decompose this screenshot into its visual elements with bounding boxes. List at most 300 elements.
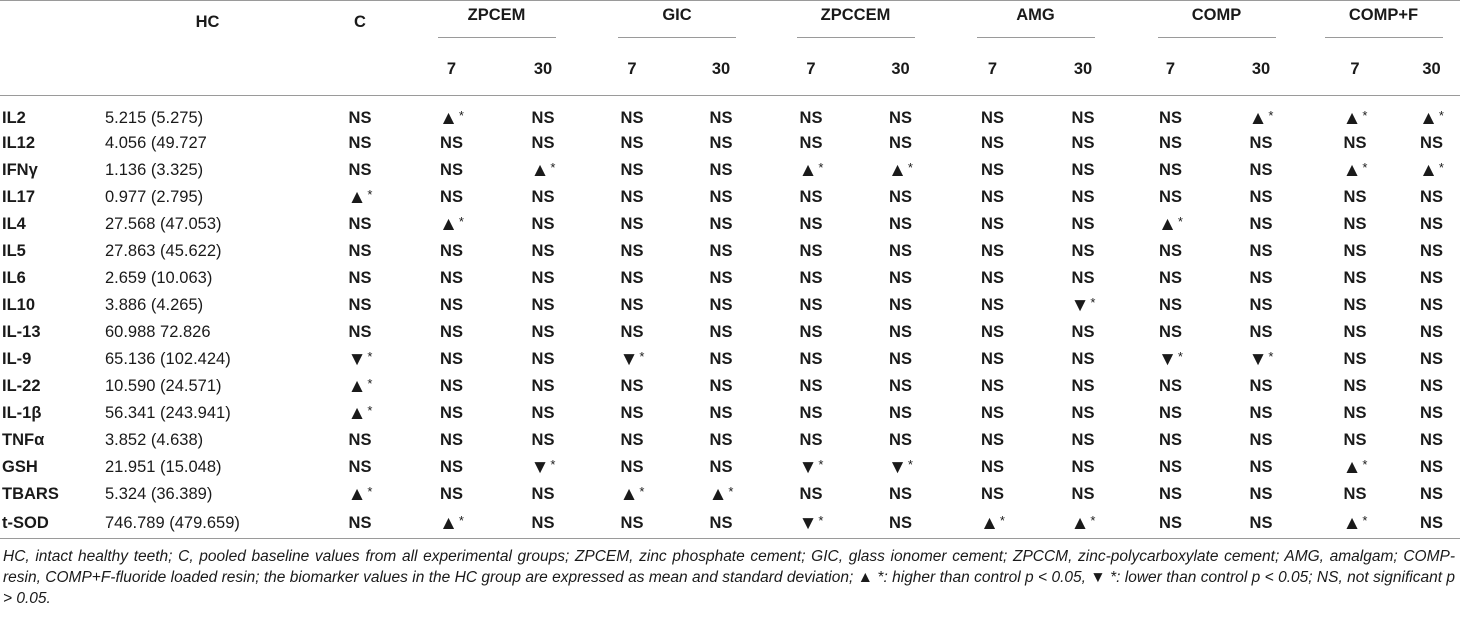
biomarker-label: IFNγ	[2, 161, 38, 179]
ns-cell: NS	[531, 485, 555, 503]
header-day-7: 7	[405, 43, 498, 96]
table-row	[0, 373, 1460, 400]
significance-star: *	[1438, 160, 1444, 175]
ns-cell: NS	[440, 431, 463, 449]
triangle-up-icon: ▲	[708, 484, 728, 505]
header-blank	[0, 1, 100, 44]
higher-indicator	[315, 400, 405, 427]
header-group-amg: AMG	[945, 1, 1126, 44]
ns-cell: NS	[981, 215, 1004, 233]
ns-cell: NS	[531, 377, 555, 395]
table-row	[0, 346, 1460, 373]
ns-cell: NS	[799, 431, 823, 449]
hc-value: 3.852 (4.638)	[105, 431, 204, 449]
ns-cell: NS	[348, 108, 372, 127]
ns-cell: NS	[620, 296, 644, 314]
ns-cell: NS	[1249, 242, 1273, 260]
ns-cell: NS	[709, 134, 733, 152]
table-row	[0, 265, 1460, 292]
hc-value: 60.988 72.826	[105, 323, 211, 341]
hc-value: 0.977 (2.795)	[105, 188, 204, 206]
ns-cell: NS	[1071, 458, 1095, 476]
ns-cell: NS	[709, 350, 733, 368]
ns-cell: NS	[1249, 188, 1273, 206]
ns-cell: NS	[620, 188, 644, 206]
triangle-up-icon: ▲	[347, 187, 367, 208]
ns-cell: NS	[889, 134, 912, 152]
significance-star: *	[818, 512, 824, 528]
ns-cell: NS	[531, 215, 555, 233]
higher-indicator	[945, 508, 1040, 539]
significance-star: *	[458, 214, 464, 229]
ns-cell: NS	[1343, 404, 1367, 422]
significance-star: *	[1362, 107, 1368, 123]
ns-cell: NS	[981, 485, 1004, 503]
triangle-down-icon: ▼	[530, 457, 550, 478]
ns-cell: NS	[799, 350, 823, 368]
ns-cell: NS	[889, 108, 912, 127]
table-body	[0, 96, 1460, 539]
ns-cell: NS	[531, 242, 555, 260]
ns-cell: NS	[1403, 508, 1460, 539]
ns-cell: NS	[440, 485, 463, 503]
ns-cell: NS	[1343, 215, 1367, 233]
ns-cell: NS	[1071, 350, 1095, 368]
ns-cell: NS	[1249, 215, 1273, 233]
ns-cell: NS	[981, 134, 1004, 152]
header-group-compf: COMP+F	[1307, 1, 1460, 44]
triangle-up-icon: ▲	[347, 403, 367, 424]
ns-cell: NS	[889, 431, 912, 449]
biomarker-label: IL-22	[2, 377, 41, 395]
header-day-30: 30	[1040, 43, 1126, 96]
triangle-up-icon: ▲	[1419, 160, 1438, 181]
higher-indicator	[766, 157, 856, 184]
ns-cell: NS	[799, 188, 823, 206]
ns-cell: NS	[799, 134, 823, 152]
table-row	[0, 157, 1460, 184]
ns-cell: NS	[531, 323, 555, 341]
ns-cell: NS	[440, 161, 463, 179]
table-row	[0, 508, 1460, 539]
biomarker-label: IL6	[2, 269, 26, 287]
triangle-up-icon: ▲	[1419, 107, 1438, 129]
header-blank	[100, 43, 315, 96]
ns-cell: NS	[709, 215, 733, 233]
table-row	[0, 96, 1460, 131]
ns-cell: NS	[676, 508, 766, 539]
ns-cell: NS	[1071, 242, 1095, 260]
ns-cell: NS	[348, 431, 372, 449]
significance-star: *	[818, 160, 824, 175]
ns-cell: NS	[1420, 404, 1443, 422]
ns-cell: NS	[1420, 296, 1443, 314]
triangle-down-icon: ▼	[798, 512, 818, 534]
biomarker-label: IL10	[2, 296, 36, 314]
header-row-days	[0, 43, 1460, 96]
ns-cell: NS	[1249, 404, 1273, 422]
biomarker-label: IL4	[2, 215, 26, 233]
hc-value: 21.951 (15.048)	[105, 458, 222, 476]
header-day-7: 7	[945, 43, 1040, 96]
ns-cell: NS	[1249, 269, 1273, 287]
ns-cell: NS	[889, 188, 912, 206]
header-day-7: 7	[1126, 43, 1215, 96]
ns-cell: NS	[799, 269, 823, 287]
ns-cell: NS	[981, 269, 1004, 287]
ns-cell: NS	[799, 404, 823, 422]
ns-cell: NS	[1420, 269, 1443, 287]
higher-indicator	[405, 211, 498, 238]
header-day-30: 30	[856, 43, 945, 96]
higher-indicator	[1307, 454, 1403, 481]
ns-cell: NS	[348, 458, 372, 476]
triangle-up-icon: ▲	[1158, 214, 1177, 235]
ns-cell: NS	[1420, 215, 1443, 233]
triangle-down-icon: ▼	[619, 349, 639, 370]
ns-cell: NS	[709, 269, 733, 287]
biomarker-label: TBARS	[2, 485, 59, 503]
ns-cell: NS	[440, 134, 463, 152]
ns-cell: NS	[1071, 431, 1095, 449]
lower-indicator	[1126, 346, 1215, 373]
header-day-7: 7	[1307, 43, 1403, 96]
ns-cell: NS	[531, 269, 555, 287]
ns-cell: NS	[889, 350, 912, 368]
significance-star: *	[818, 457, 824, 472]
higher-indicator	[1307, 508, 1403, 539]
significance-star: *	[907, 457, 913, 472]
ns-cell: NS	[1420, 458, 1443, 476]
ns-cell: NS	[440, 404, 463, 422]
header-group-zpcem: ZPCEM	[405, 1, 588, 44]
ns-cell: NS	[889, 323, 912, 341]
ns-cell: NS	[531, 404, 555, 422]
header-group-gic: GIC	[588, 1, 766, 44]
ns-cell: NS	[1159, 161, 1182, 179]
significance-star: *	[367, 403, 373, 418]
biomarker-label: IL5	[2, 242, 26, 260]
ns-cell: NS	[348, 323, 372, 341]
significance-star: *	[1177, 214, 1183, 229]
significance-star: *	[639, 349, 645, 364]
ns-cell: NS	[981, 242, 1004, 260]
ns-cell: NS	[1071, 134, 1095, 152]
table-row	[0, 292, 1460, 319]
ns-cell: NS	[440, 188, 463, 206]
triangle-up-icon: ▲	[619, 484, 639, 505]
header-c: C	[315, 1, 405, 44]
triangle-down-icon: ▼	[1248, 349, 1268, 370]
ns-cell: NS	[620, 161, 644, 179]
ns-cell: NS	[889, 269, 912, 287]
header-day-7: 7	[766, 43, 856, 96]
triangle-down-icon: ▼	[1158, 349, 1177, 370]
significance-star: *	[550, 160, 556, 175]
lower-indicator	[1215, 346, 1307, 373]
ns-cell: NS	[1420, 485, 1443, 503]
significance-star: *	[1362, 512, 1368, 528]
ns-cell: NS	[620, 242, 644, 260]
significance-star: *	[367, 376, 373, 391]
ns-cell: NS	[799, 242, 823, 260]
higher-indicator	[1040, 508, 1126, 539]
hc-value: 4.056 (49.727	[105, 134, 207, 152]
higher-indicator	[676, 481, 766, 508]
ns-cell: NS	[620, 458, 644, 476]
significance-star: *	[728, 484, 734, 499]
significance-star: *	[1268, 107, 1274, 123]
ns-cell: NS	[856, 508, 945, 539]
ns-cell: NS	[1420, 188, 1443, 206]
ns-cell: NS	[440, 269, 463, 287]
ns-cell: NS	[981, 108, 1004, 127]
ns-cell: NS	[440, 350, 463, 368]
ns-cell: NS	[440, 458, 463, 476]
biomarker-label: GSH	[2, 458, 38, 476]
ns-cell: NS	[1159, 377, 1182, 395]
ns-cell: NS	[1159, 458, 1182, 476]
ns-cell: NS	[1071, 108, 1095, 127]
table-footnote: HC, intact healthy teeth; C, pooled baseline values from all experimental groups; ZPCEM, zinc phosphate cement; GIC, glass ionomer cement; ZPCCM, zinc-polycarboxylate cement; AMG, amalgam; COMP-resin, COMP+F-fluoride loaded resin; the biomarker values in the HC group are expressed as mean and standard deviation; ▲ *: higher than control p < 0.05, ▼ *: lower than control p < 0.05; NS, not significant p > 0.05.	[3, 548, 1455, 607]
ns-cell: NS	[620, 108, 644, 127]
ns-cell: NS	[1071, 377, 1095, 395]
header-row-groups	[0, 1, 1460, 44]
ns-cell: NS	[1159, 269, 1182, 287]
table-row	[0, 238, 1460, 265]
ns-cell: NS	[348, 296, 372, 314]
ns-cell: NS	[1420, 377, 1443, 395]
ns-cell: NS	[1071, 161, 1095, 179]
ns-cell: NS	[1071, 215, 1095, 233]
ns-cell: NS	[1159, 188, 1182, 206]
ns-cell: NS	[1343, 296, 1367, 314]
lower-indicator	[588, 346, 676, 373]
hc-value: 5.215 (5.275)	[105, 108, 204, 127]
higher-indicator	[1307, 157, 1403, 184]
ns-cell: NS	[1420, 431, 1443, 449]
lower-indicator	[856, 454, 945, 481]
ns-cell: NS	[889, 485, 912, 503]
ns-cell: NS	[348, 269, 372, 287]
ns-cell: NS	[531, 188, 555, 206]
triangle-up-icon: ▲	[980, 512, 999, 534]
hc-value: 1.136 (3.325)	[105, 161, 204, 179]
ns-cell: NS	[799, 108, 823, 127]
table-row	[0, 130, 1460, 157]
table-row	[0, 211, 1460, 238]
ns-cell: NS	[981, 458, 1004, 476]
triangle-down-icon: ▼	[1070, 295, 1090, 316]
triangle-up-icon: ▲	[798, 160, 818, 181]
biomarker-label: t-SOD	[0, 508, 100, 539]
ns-cell: NS	[440, 323, 463, 341]
ns-cell: NS	[498, 508, 588, 539]
significance-star: *	[367, 187, 373, 202]
table-row	[0, 319, 1460, 346]
ns-cell: NS	[1159, 323, 1182, 341]
significance-star: *	[550, 457, 556, 472]
higher-indicator	[1403, 96, 1460, 131]
ns-cell: NS	[620, 215, 644, 233]
hc-value: 3.886 (4.265)	[105, 296, 204, 314]
ns-cell: NS	[531, 350, 555, 368]
ns-cell: NS	[1343, 323, 1367, 341]
ns-cell: NS	[1159, 404, 1182, 422]
hc-value: 10.590 (24.571)	[105, 377, 222, 395]
ns-cell: NS	[1343, 134, 1367, 152]
header-day-30: 30	[498, 43, 588, 96]
ns-cell: NS	[889, 296, 912, 314]
ns-cell: NS	[1343, 188, 1367, 206]
ns-cell: NS	[1126, 508, 1215, 539]
header-day-30: 30	[676, 43, 766, 96]
triangle-up-icon: ▲	[530, 160, 550, 181]
higher-indicator	[1307, 96, 1403, 131]
ns-cell: NS	[531, 134, 555, 152]
lower-indicator	[1040, 292, 1126, 319]
significance-star: *	[1090, 512, 1096, 528]
ns-cell: NS	[1249, 323, 1273, 341]
ns-cell: NS	[1343, 485, 1367, 503]
ns-cell: NS	[709, 431, 733, 449]
ns-cell: NS	[1249, 296, 1273, 314]
hc-value: 65.136 (102.424)	[105, 350, 231, 368]
ns-cell: NS	[1249, 458, 1273, 476]
ns-cell: NS	[1249, 377, 1273, 395]
ns-cell: NS	[620, 323, 644, 341]
ns-cell: NS	[1159, 108, 1182, 127]
ns-cell: NS	[1420, 242, 1443, 260]
ns-cell: NS	[531, 108, 555, 127]
ns-cell: NS	[1343, 269, 1367, 287]
triangle-up-icon: ▲	[347, 484, 367, 505]
header-group-comp: COMP	[1126, 1, 1307, 44]
ns-cell: NS	[348, 242, 372, 260]
triangle-up-icon: ▲	[1342, 457, 1362, 478]
ns-cell: NS	[709, 296, 733, 314]
ns-cell: NS	[348, 215, 372, 233]
hc-value: 56.341 (243.941)	[105, 404, 231, 422]
ns-cell: NS	[588, 508, 676, 539]
ns-cell: NS	[348, 161, 372, 179]
significance-star: *	[1362, 457, 1368, 472]
ns-cell: NS	[799, 296, 823, 314]
ns-cell: NS	[1159, 485, 1182, 503]
ns-cell: NS	[440, 377, 463, 395]
ns-cell: NS	[1249, 431, 1273, 449]
header-blank	[315, 43, 405, 96]
triangle-down-icon: ▼	[347, 349, 367, 370]
higher-indicator	[1403, 157, 1460, 184]
biomarker-label: IL2	[2, 108, 26, 127]
ns-cell: NS	[799, 377, 823, 395]
significance-star: *	[458, 512, 464, 528]
ns-cell: NS	[889, 242, 912, 260]
ns-cell: NS	[1343, 350, 1367, 368]
higher-indicator	[1215, 96, 1307, 131]
ns-cell: NS	[531, 431, 555, 449]
ns-cell: NS	[981, 350, 1004, 368]
higher-indicator	[856, 157, 945, 184]
hc-value: 746.789 (479.659)	[100, 508, 315, 539]
ns-cell: NS	[1420, 134, 1443, 152]
significance-star: *	[458, 107, 464, 123]
header-blank	[0, 43, 100, 96]
table-row	[0, 481, 1460, 508]
hc-value: 27.863 (45.622)	[105, 242, 222, 260]
ns-cell: NS	[709, 323, 733, 341]
hc-value: 2.659 (10.063)	[105, 269, 213, 287]
significance-star: *	[367, 484, 373, 499]
triangle-down-icon: ▼	[888, 457, 907, 478]
higher-indicator	[315, 184, 405, 211]
significance-star: *	[907, 160, 913, 175]
table-row	[0, 427, 1460, 454]
ns-cell: NS	[315, 508, 405, 539]
triangle-up-icon: ▲	[439, 512, 458, 534]
table-row	[0, 400, 1460, 427]
biomarker-label: IL12	[2, 134, 36, 152]
ns-cell: NS	[1249, 134, 1273, 152]
ns-cell: NS	[799, 485, 823, 503]
triangle-up-icon: ▲	[347, 376, 367, 397]
biomarker-label: IL-13	[2, 323, 41, 341]
triangle-up-icon: ▲	[1070, 512, 1090, 534]
ns-cell: NS	[531, 296, 555, 314]
ns-cell: NS	[1159, 242, 1182, 260]
hc-value: 5.324 (36.389)	[105, 485, 213, 503]
ns-cell: NS	[981, 404, 1004, 422]
triangle-up-icon: ▲	[1342, 160, 1362, 181]
higher-indicator	[1126, 211, 1215, 238]
higher-indicator	[498, 157, 588, 184]
lower-indicator	[315, 346, 405, 373]
ns-cell: NS	[709, 377, 733, 395]
table-row	[0, 454, 1460, 481]
ns-cell: NS	[620, 431, 644, 449]
significance-star: *	[367, 349, 373, 364]
ns-cell: NS	[1159, 134, 1182, 152]
ns-cell: NS	[981, 431, 1004, 449]
ns-cell: NS	[1159, 431, 1182, 449]
ns-cell: NS	[1343, 431, 1367, 449]
ns-cell: NS	[981, 161, 1004, 179]
ns-cell: NS	[709, 161, 733, 179]
higher-indicator	[588, 481, 676, 508]
triangle-up-icon: ▲	[1248, 107, 1268, 129]
higher-indicator	[405, 96, 498, 131]
ns-cell: NS	[440, 242, 463, 260]
table-row	[0, 184, 1460, 211]
significance-star: *	[999, 512, 1005, 528]
higher-indicator	[405, 508, 498, 539]
ns-cell: NS	[1343, 242, 1367, 260]
ns-cell: NS	[889, 377, 912, 395]
triangle-up-icon: ▲	[888, 160, 907, 181]
ns-cell: NS	[620, 377, 644, 395]
higher-indicator	[315, 373, 405, 400]
triangle-down-icon: ▼	[798, 457, 818, 478]
ns-cell: NS	[1071, 485, 1095, 503]
ns-cell: NS	[1071, 269, 1095, 287]
header-hc: HC	[100, 1, 315, 44]
ns-cell: NS	[709, 458, 733, 476]
ns-cell: NS	[889, 404, 912, 422]
ns-cell: NS	[1249, 485, 1273, 503]
ns-cell: NS	[1249, 161, 1273, 179]
ns-cell: NS	[620, 134, 644, 152]
